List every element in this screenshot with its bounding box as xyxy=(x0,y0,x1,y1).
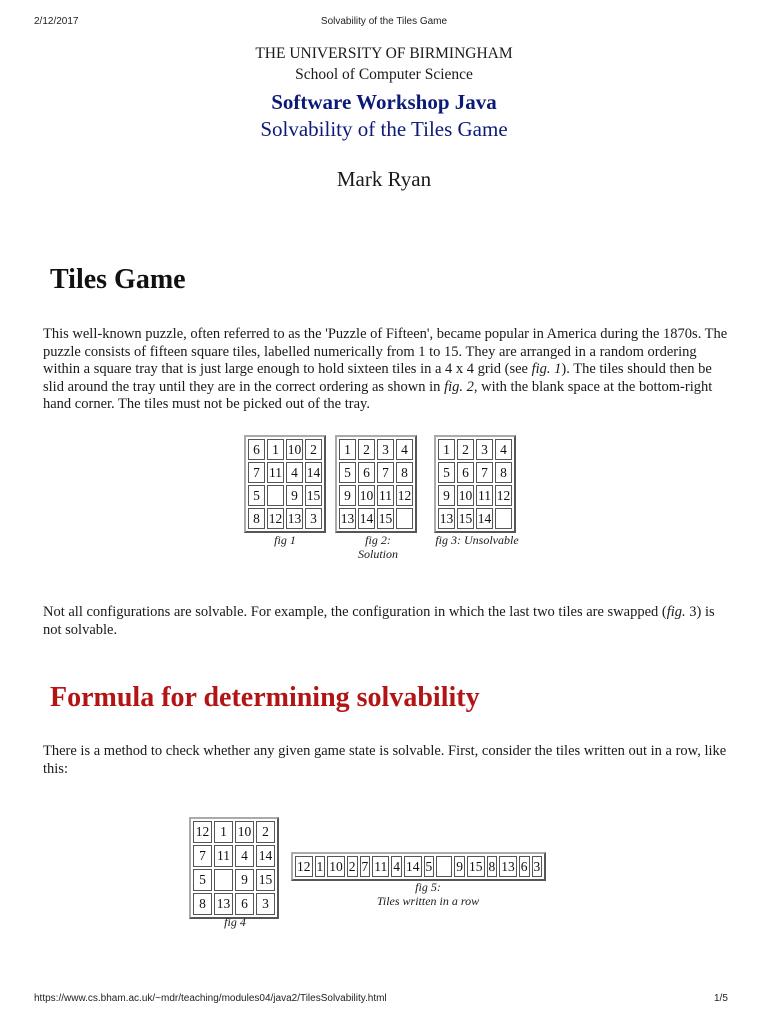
fig3-reference: fig. xyxy=(666,604,686,620)
tile: 14 xyxy=(358,508,375,529)
method-paragraph: There is a method to check whether any given game state is solvable. First, consider the tiles written out in a row, like this: xyxy=(43,743,727,777)
tile: 2 xyxy=(305,439,322,460)
tile: 12 xyxy=(193,821,212,843)
fig2-caption-line1: fig 2: xyxy=(365,533,391,547)
fig5-row-cells xyxy=(295,856,542,877)
tile: 3 xyxy=(256,893,275,915)
tile: 6 xyxy=(457,462,474,483)
grid-row xyxy=(339,485,413,506)
tile: 12 xyxy=(267,508,284,529)
course-title: Software Workshop Java xyxy=(271,90,497,114)
university-name: THE UNIVERSITY OF BIRMINGHAM xyxy=(255,45,513,62)
grid-row xyxy=(438,508,512,529)
unsolvable-text-1: Not all configurations are solvable. For example, the configuration in which the last two tiles are swapped ( xyxy=(43,604,667,620)
tile: 15 xyxy=(377,508,394,529)
grid-row xyxy=(248,485,322,506)
tile: 6 xyxy=(248,439,265,460)
tile: 4 xyxy=(391,856,402,877)
tile: 13 xyxy=(339,508,356,529)
tile: 7 xyxy=(476,462,493,483)
tile: 5 xyxy=(339,462,356,483)
tile: 4 xyxy=(235,845,254,867)
intro-text-3: , with the blank space at the bottom-right hand corner. The tiles must not be picked out of the tray. xyxy=(43,378,713,413)
tile: 8 xyxy=(495,462,512,483)
tile: 12 xyxy=(495,485,512,506)
blank-tile xyxy=(214,869,233,891)
fig1-caption: fig 1 xyxy=(274,533,296,547)
tile: 6 xyxy=(235,893,254,915)
intro-paragraph xyxy=(43,326,733,414)
fig2-caption-line2: Solution xyxy=(357,547,398,561)
fig2-grid xyxy=(335,435,417,533)
tile: 1 xyxy=(214,821,233,843)
tile: 8 xyxy=(248,508,265,529)
grid-row xyxy=(438,439,512,460)
tile: 4 xyxy=(396,439,413,460)
grid-row xyxy=(339,439,413,460)
tile: 7 xyxy=(248,462,265,483)
tile: 11 xyxy=(372,856,389,877)
fig5-caption-line2: Tiles written in a row xyxy=(376,894,480,908)
tile: 10 xyxy=(235,821,254,843)
grid-row xyxy=(248,462,322,483)
tile: 8 xyxy=(396,462,413,483)
tile: 3 xyxy=(377,439,394,460)
tile: 11 xyxy=(377,485,394,506)
tile: 7 xyxy=(377,462,394,483)
tile: 2 xyxy=(256,821,275,843)
tile: 8 xyxy=(193,893,212,915)
tile: 14 xyxy=(305,462,322,483)
tile: 4 xyxy=(286,462,303,483)
tile: 2 xyxy=(457,439,474,460)
grid-row xyxy=(438,462,512,483)
tile: 5 xyxy=(193,869,212,891)
grid-row xyxy=(339,462,413,483)
unsolvable-text-2: 3) is not solvable. xyxy=(43,604,715,638)
tile: 1 xyxy=(438,439,455,460)
tile: 14 xyxy=(404,856,422,877)
tile: 6 xyxy=(358,462,375,483)
tile: 10 xyxy=(457,485,474,506)
tile: 10 xyxy=(286,439,303,460)
unsolvable-paragraph xyxy=(43,604,733,639)
print-url: https://www.cs.bham.ac.uk/~mdr/teaching/modules04/java2/TilesSolvability.html xyxy=(34,993,387,1004)
blank-tile xyxy=(436,856,452,877)
school-name: School of Computer Science xyxy=(295,66,473,83)
fig1-grid xyxy=(244,435,326,533)
fig5-row xyxy=(291,852,546,881)
grid-row xyxy=(193,821,275,843)
tile: 9 xyxy=(286,485,303,506)
tile: 3 xyxy=(476,439,493,460)
tile: 7 xyxy=(193,845,212,867)
tile: 2 xyxy=(347,856,358,877)
grid-row xyxy=(339,508,413,529)
tile: 11 xyxy=(476,485,493,506)
tile: 11 xyxy=(267,462,284,483)
tile: 13 xyxy=(499,856,517,877)
tile: 7 xyxy=(360,856,371,877)
tile: 14 xyxy=(256,845,275,867)
tile: 15 xyxy=(457,508,474,529)
fig2-caption xyxy=(335,533,421,561)
tile: 13 xyxy=(286,508,303,529)
print-page-number: 1/5 xyxy=(714,993,728,1004)
section-heading-formula: Formula for determining solvability xyxy=(50,682,480,713)
intro-text-1: This well-known puzzle, often referred to as the 'Puzzle of Fifteen', became popular in America during the 1870s. The puzzle consists of fifteen square tiles, labelled numerically from 1 to 15. They are arranged in a random ordering within a square tray that is just large enough to hold sixteen tiles in a 4 x 4 grid (see xyxy=(43,326,728,378)
tile: 3 xyxy=(532,856,543,877)
tile: 15 xyxy=(305,485,322,506)
tile: 1 xyxy=(267,439,284,460)
grid-row xyxy=(248,439,322,460)
fig5-caption-line1: fig 5: xyxy=(415,880,441,894)
fig2-reference: fig. 2 xyxy=(444,378,474,395)
tile: 4 xyxy=(495,439,512,460)
fig5-caption xyxy=(291,880,565,908)
fig4-caption: fig 4 xyxy=(224,915,246,929)
fig4-grid xyxy=(189,817,279,919)
tile: 13 xyxy=(214,893,233,915)
tile: 12 xyxy=(396,485,413,506)
tile: 8 xyxy=(487,856,498,877)
tile: 10 xyxy=(358,485,375,506)
tile: 14 xyxy=(476,508,493,529)
tile: 15 xyxy=(256,869,275,891)
tile: 10 xyxy=(327,856,345,877)
tile: 5 xyxy=(424,856,435,877)
fig1-reference: fig. 1 xyxy=(531,361,562,378)
blank-tile xyxy=(495,508,512,529)
tile: 9 xyxy=(339,485,356,506)
tile: 15 xyxy=(467,856,485,877)
tile: 6 xyxy=(519,856,530,877)
fig3-grid xyxy=(434,435,516,533)
tile: 5 xyxy=(438,462,455,483)
blank-tile xyxy=(267,485,284,506)
page-title: Solvability of the Tiles Game xyxy=(260,117,508,141)
tile: 2 xyxy=(358,439,375,460)
grid-row xyxy=(248,508,322,529)
tile: 9 xyxy=(235,869,254,891)
tile: 11 xyxy=(214,845,233,867)
author-name: Mark Ryan xyxy=(336,167,432,191)
grid-row xyxy=(438,485,512,506)
tile: 5 xyxy=(248,485,265,506)
tile: 9 xyxy=(454,856,465,877)
tile: 1 xyxy=(315,856,326,877)
grid-row xyxy=(193,869,275,891)
print-title: Solvability of the Tiles Game xyxy=(320,16,448,27)
intro-text-2: ). The tiles should then be slid around the tray until they are in the correct ordering as shown in xyxy=(43,361,712,395)
grid-row xyxy=(193,845,275,867)
tile: 1 xyxy=(339,439,356,460)
tile: 9 xyxy=(438,485,455,506)
print-date: 2/12/2017 xyxy=(34,16,79,27)
tile: 3 xyxy=(305,508,322,529)
tile: 12 xyxy=(295,856,313,877)
fig3-caption: fig 3: Unsolvable xyxy=(435,533,519,547)
grid-row xyxy=(193,893,275,915)
tile: 13 xyxy=(438,508,455,529)
blank-tile xyxy=(396,508,413,529)
section-heading-tiles-game: Tiles Game xyxy=(50,264,186,295)
